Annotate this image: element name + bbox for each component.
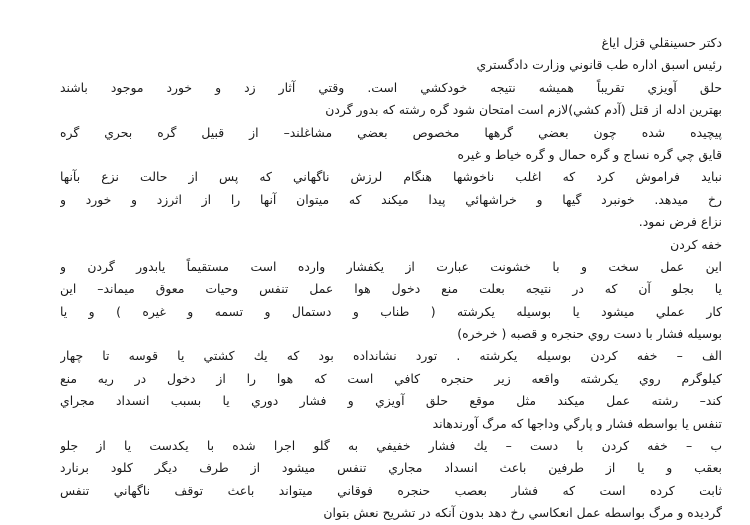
paragraph-line: الف – خفه کردن بوسيله يکرشته . تورد نشانداده بود که يك کشتي يا قوسه تا چهار (60, 348, 722, 364)
paragraph-line: ثابت کرده است که فشار بعصب حنجره فوقاني ميتواند باعث توقف ناگهاني تنفس (60, 482, 722, 498)
paragraph-line: بهترين ادله از قتل (آدم کشي)لازم است امتحان شود گره رشته که بدور گردن (325, 102, 722, 118)
paragraph-line: نبايد فراموش کرد که اغلب ناخوشها هنگام لرزش ناگهاني که پس از حالت نزع بآنها (60, 169, 722, 185)
paragraph-line: قايق چي گره نساج و گره حمال و گره خياط و غيره (457, 146, 722, 162)
document-author-name: دکتر حسینقلي قزل اياغ (601, 35, 722, 50)
paragraph-line: پيچيده شده چون بعضي گرهها مخصوص بعضي مشاغلند– از قبيل گره بحري گره (60, 124, 722, 140)
paragraph-line: گرديده و مرگ بواسطه عمل انعکاسي رخ دهد بدون آنکه در تشريح نعش بتوان (323, 505, 722, 521)
paragraph-line: بوسيله فشار با دست روي حنجره و قصبه ( خرخره) (457, 326, 722, 342)
paragraph-line: اين عمل سخت و با خشونت عبارت از يکفشار وارده است مستقيماً يابدور گردن و (60, 258, 722, 274)
paragraph-line: کند– رشته عمل ميکند مثل موقع حلق آويزي و فشار دوري يا بسبب انسداد مجراي (60, 393, 722, 409)
paragraph-line: بعقب و يا از طرفين باعث انسداد مجاري تنفس ميشود از طرف ديگر کلود برنارد (60, 460, 722, 476)
paragraph-line: نزاع فرض نمود. (638, 214, 722, 230)
document-body (60, 32, 722, 525)
document-author-title: رئيس اسبق اداره طب قانوني وزارت دادگستري (476, 57, 722, 73)
paragraph-line: کيلوگرم روي يکرشته واقعه زير حنجره کافي است که هوا را از دخول در ريه منع (60, 370, 722, 386)
paragraph-line: کار عملي ميشود يا بوسيله يکرشته ( طناب و دستمال و تسمه و غيره ) و يا (60, 303, 722, 319)
paragraph-line: يا بجلو آن که در نتيجه بعلت منع دخول هوا عمل تنفس وحيات معوق ميماند– اين (60, 281, 722, 297)
paragraph-line: تنفس يا بواسطه فشار و پارگي وداجها که مرگ آورندهاند (432, 415, 722, 431)
paragraph-line: حلق آويزي تقريباً هميشه نتيجه خودکشي است. وقتي آثار زد و خورد موجود باشند (60, 79, 722, 95)
paragraph-line: ب – خفه کردن با دست – يك فشار خفيفي به گلو اجرا شده با يکدست يا از جلو (60, 438, 722, 454)
section-heading: خفه کردن (670, 236, 722, 252)
paragraph-line: رخ ميدهد. خونبرد گيها و خراشهائي پيدا ميکند که ميتوان آنها را از اثرزد و خورد و (60, 191, 722, 207)
